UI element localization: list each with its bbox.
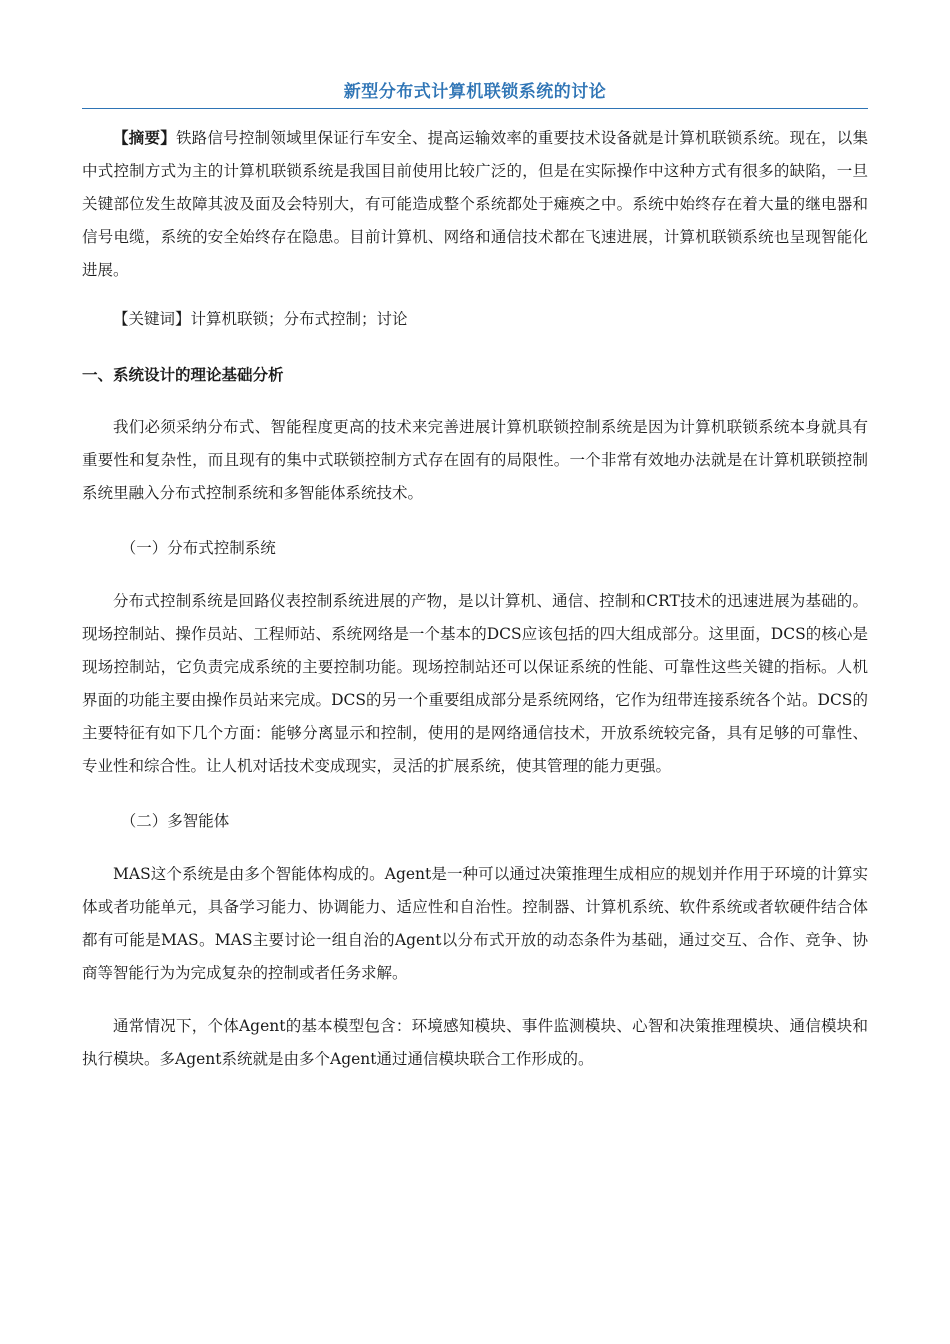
subsection-heading-dcs: （一）分布式控制系统 <box>120 539 276 557</box>
document-page <box>82 78 868 1076</box>
abstract-text: 铁路信号控制领域里保证行车安全、提高运输效率的重要技术设备就是计算机联锁系统。现在，以集中式控制方式为主的计算机联锁系统是我国目前使用比较广泛的，但是在实际操作中这种方式有很多的缺陷，一旦关键部位发生故障其波及面及会特别大，有可能造成整个系统都处于瘫痪之中。系统中始终存在着大量的继电器和信号电缆，系统的安全始终存在隐患。目前计算机、网络和通信技术都在飞速进展，计算机联锁系统也呈现智能化进展。 <box>82 129 868 279</box>
keywords-paragraph <box>82 303 868 336</box>
agent-model-paragraph: 通常情况下，个体Agent的基本模型包含：环境感知模块、事件监测模块、心智和决策推理模块、通信模块和执行模块。多Agent系统就是由多个Agent通过通信模块联合工作形成的。 <box>82 1017 868 1068</box>
dcs-paragraph: 分布式控制系统是回路仪表控制系统进展的产物，是以计算机、通信、控制和CRT技术的迅速进展为基础的。现场控制站、操作员站、工程师站、系统网络是一个基本的DCS应该包括的四大组成部分。这里面，DCS的核心是现场控制站，它负责完成系统的主要控制功能。现场控制站还可以保证系统的性能、可靠性这些关键的指标。人机界面的功能主要由操作员站来完成。DCS的另一个重要组成部分是系统网络，它作为纽带连接系统各个站。DCS的主要特征有如下几个方面：能够分离显示和控制，使用的是网络通信技术，开放系统较完备，具有足够的可靠性、专业性和综合性。让人机对话技术变成现实，灵活的扩展系统，使其管理的能力更强。 <box>82 592 868 775</box>
section-intro-paragraph: 我们必须采纳分布式、智能程度更高的技术来完善进展计算机联锁控制系统是因为计算机联锁系统本身就具有重要性和复杂性，而且现有的集中式联锁控制方式存在固有的局限性。一个非常有效地办法就是在计算机联锁控制系统里融入分布式控制系统和多智能体系统技术。 <box>82 418 868 502</box>
abstract-paragraph <box>82 121 868 287</box>
keywords-label: 【关键词】 <box>113 310 191 328</box>
section-heading: 一、系统设计的理论基础分析 <box>82 365 284 384</box>
mas-paragraph: MAS这个系统是由多个智能体构成的。Agent是一种可以通过决策推理生成相应的规划并作用于环境的计算实体或者功能单元，具备学习能力、协调能力、适应性和自治性。控制器、计算机系统、软件系统或者软硬件结合体都有可能是MAS。MAS主要讨论一组自治的Agent以分布式开放的动态条件为基础，通过交互、合作、竞争、协商等智能行为为完成复杂的控制或者任务求解。 <box>82 865 868 982</box>
subsection-heading-mas: （二）多智能体 <box>120 812 230 830</box>
keywords-text: 计算机联锁；分布式控制；讨论 <box>190 310 408 328</box>
abstract-label: 【摘要】 <box>113 128 176 147</box>
document-title: 新型分布式计算机联锁系统的讨论 <box>82 78 868 109</box>
